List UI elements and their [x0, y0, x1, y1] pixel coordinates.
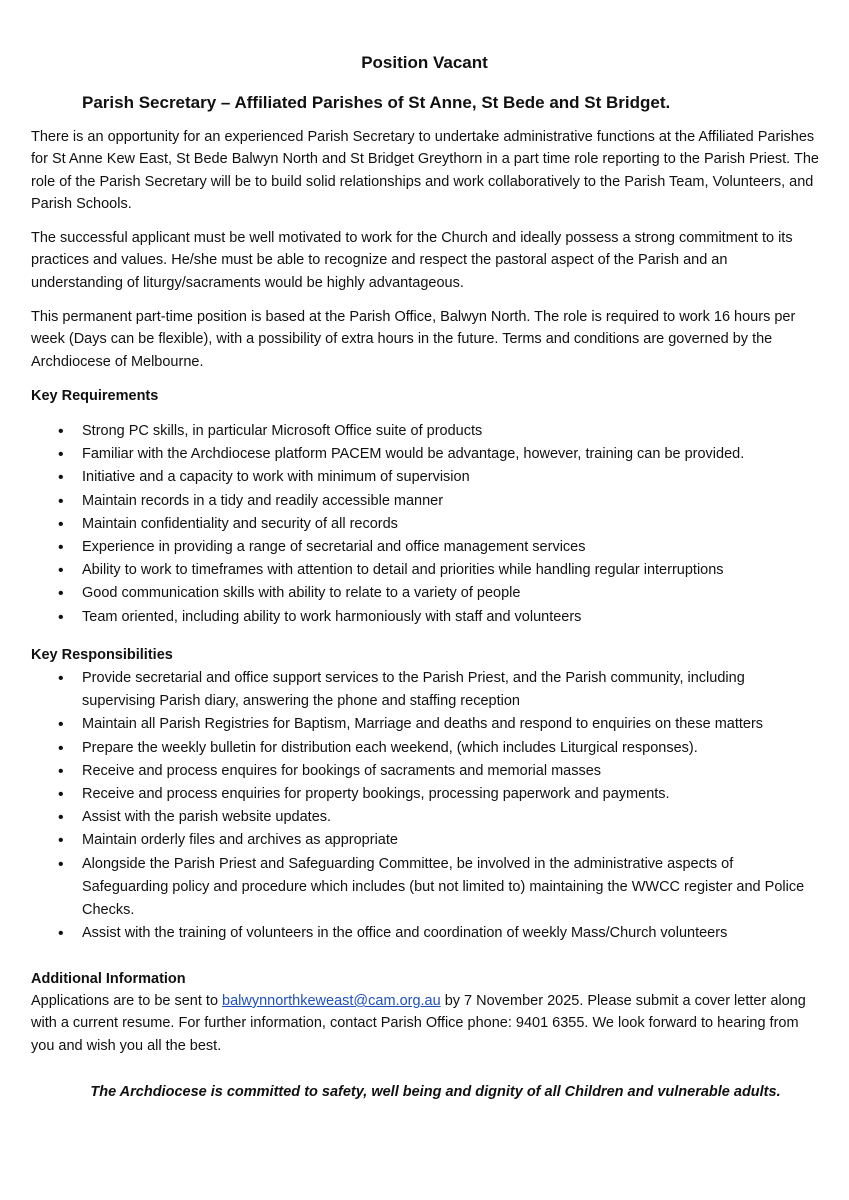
list-item: • Alongside the Parish Priest and Safeguarding Committee, be involved in the administrative aspects of Safeguarding policy and procedure which includes (but not limited to) maintaining the WWCC register and Police Checks.	[82, 853, 822, 923]
key-requirements-list	[82, 420, 822, 629]
page-title: Position Vacant	[361, 53, 488, 72]
application-email-link[interactable]: balwynnorthkeweast@cam.org.au	[222, 993, 441, 1009]
list-item: • Assist with the training of volunteers in the office and coordination of weekly Mass/Church volunteers	[82, 922, 822, 945]
list-item: • Receive and process enquires for bookings of sacraments and memorial masses	[82, 760, 822, 783]
list-item: • Experience in providing a range of secretarial and office management services	[82, 536, 822, 559]
application-text-tail: by 7 November 2025. Please submit a cover letter along with a current resume. For further information, contact Parish Office phone: 9401 6355. We look forward to hearing from you and wish you all the best.	[31, 993, 806, 1054]
list-item: • Team oriented, including ability to work harmoniously with staff and volunteers	[82, 606, 822, 629]
list-item: • Maintain records in a tidy and readily accessible manner	[82, 490, 822, 513]
intro-paragraph: This permanent part-time position is based at the Parish Office, Balwyn North. The role is required to work 16 hours per week (Days can be flexible), with a possibility of extra hours in the future. Terms and conditions are governed by the Archdiocese of Melbourne.	[31, 309, 796, 370]
list-item: • Initiative and a capacity to work with minimum of supervision	[82, 466, 822, 489]
list-item: • Strong PC skills, in particular Microsoft Office suite of products	[82, 420, 822, 443]
key-responsibilities-heading: Key Responsibilities	[31, 647, 173, 663]
list-item: • Prepare the weekly bulletin for distribution each weekend, (which includes Liturgical responses).	[82, 737, 822, 760]
list-item: • Maintain all Parish Registries for Baptism, Marriage and deaths and respond to enquiries on these matters	[82, 713, 822, 736]
list-item: • Assist with the parish website updates.	[82, 806, 822, 829]
list-item: • Familiar with the Archdiocese platform PACEM would be advantage, however, training can be provided.	[82, 443, 822, 466]
key-requirements-heading: Key Requirements	[31, 388, 159, 404]
position-subtitle: Parish Secretary – Affiliated Parishes of St Anne, St Bede and St Bridget.	[82, 93, 671, 112]
list-item: • Provide secretarial and office support services to the Parish Priest, and the Parish community, including supervising Parish diary, answering the phone and staffing reception	[82, 667, 822, 713]
list-item: • Maintain orderly files and archives as appropriate	[82, 829, 822, 852]
list-item: • Receive and process enquiries for property bookings, processing paperwork and payments.	[82, 783, 822, 806]
intro-paragraph: There is an opportunity for an experienced Parish Secretary to undertake administrative functions at the Affiliated Parishes for St Anne Kew East, St Bede Balwyn North and St Bridget Greythorn in a part time role reporting to the Parish Priest. The role of the Parish Secretary will be to build solid relationships and work collaboratively to the Parish Team, Volunteers, and Parish Schools.	[31, 129, 819, 212]
application-text-lead: Applications are to be sent to	[31, 993, 223, 1009]
list-item: • Good communication skills with ability to relate to a variety of people	[82, 582, 822, 605]
closing-statement: The Archdiocese is committed to safety, well being and dignity of all Children and vulnerable adults.	[90, 1084, 781, 1100]
key-responsibilities-list	[82, 667, 822, 945]
intro-paragraph: The successful applicant must be well motivated to work for the Church and ideally possess a strong commitment to its practices and values. He/she must be able to recognize and respect the pastoral aspect of the Parish and an understanding of liturgy/sacraments would be highly advantageous.	[31, 230, 793, 291]
list-item: • Maintain confidentiality and security of all records	[82, 513, 822, 536]
list-item: • Ability to work to timeframes with attention to detail and priorities while handling regular interruptions	[82, 559, 822, 582]
additional-information-text	[31, 990, 821, 1057]
additional-information-heading: Additional Information	[31, 971, 186, 987]
